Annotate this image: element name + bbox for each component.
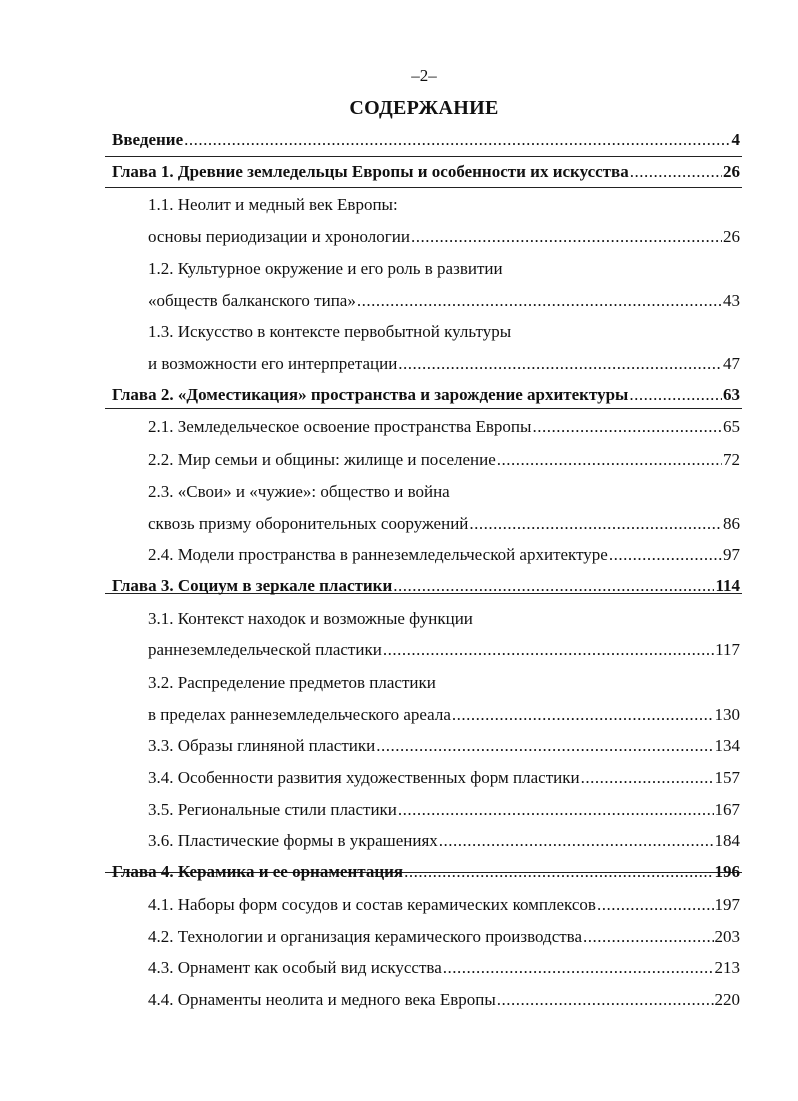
toc-entry-1-1-cont[interactable]: [148, 226, 740, 248]
toc-entry-page: 4: [731, 130, 740, 149]
toc-entry-label: 1.1. Неолит и медный век Европы:: [148, 195, 398, 214]
toc-entry-page: 134: [714, 736, 740, 755]
toc-entry-4-1[interactable]: [148, 894, 740, 916]
toc-entry-page: 203: [714, 927, 740, 946]
toc-entry-2-2[interactable]: [148, 449, 740, 471]
toc-entry-page: 167: [714, 800, 740, 819]
toc-entry-label: 2.2. Мир семьи и общины: жилище и поселение: [148, 450, 496, 469]
toc-entry-label: 3.3. Образы глиняной пластики: [148, 736, 376, 755]
dot-leader: [497, 989, 714, 1011]
dot-leader: [469, 513, 722, 535]
toc-entry-label: Глава 4. Керамика и ее орнаментация: [112, 862, 404, 881]
dot-leader: [398, 353, 722, 375]
dot-leader: [452, 704, 714, 726]
toc-entry-page: 130: [714, 705, 740, 724]
toc-entry-page: 197: [714, 895, 740, 914]
toc-entry-3-1-cont[interactable]: [148, 639, 740, 661]
toc-entry-label: раннеземледельческой пластики: [148, 640, 382, 659]
toc-entry-page: 157: [714, 768, 740, 787]
toc-entry-page: 213: [714, 958, 740, 977]
toc-entry-2-3[interactable]: [148, 481, 740, 503]
toc-entry-label: 4.3. Орнамент как особый вид искусства: [148, 958, 442, 977]
dot-leader: [629, 384, 722, 406]
dot-leader: [609, 544, 722, 566]
toc-entry-page: 26: [723, 162, 740, 181]
dot-leader: [184, 129, 730, 151]
toc-entry-page: 97: [723, 545, 740, 564]
toc-entry-1-3-cont[interactable]: [148, 353, 740, 375]
dot-leader: [383, 639, 714, 661]
toc-entry-label: 3.5. Региональные стили пластики: [148, 800, 397, 819]
toc-entry-3-6[interactable]: [148, 830, 740, 852]
toc-entry-label: сквозь призму оборонительных сооружений: [148, 514, 469, 533]
page-title: СОДЕРЖАНИЕ: [349, 97, 499, 119]
toc-entry-label: 3.2. Распределение предметов пластики: [148, 673, 436, 692]
toc-entry-page: 72: [723, 450, 740, 469]
toc-entry-page: 47: [723, 354, 740, 373]
toc-entry-chapter-3[interactable]: [112, 575, 740, 597]
toc-entry-1-1[interactable]: [148, 194, 740, 216]
toc-entry-label: «обществ балканского типа»: [148, 291, 356, 310]
dot-leader: [376, 735, 713, 757]
toc-entry-3-2-cont[interactable]: [148, 704, 740, 726]
toc-entry-4-3[interactable]: [148, 957, 740, 979]
toc-entry-3-1[interactable]: [148, 608, 740, 630]
toc-entry-1-2-cont[interactable]: [148, 290, 740, 312]
toc-entry-label: 4.2. Технологии и организация керамического производства: [148, 927, 583, 946]
toc-entry-label: 2.4. Модели пространства в раннеземледельческой архитектуре: [148, 545, 608, 564]
dot-leader: [393, 575, 714, 597]
dot-leader: [630, 161, 722, 183]
toc-entry-3-2[interactable]: [148, 672, 740, 694]
toc-entry-3-4[interactable]: [148, 767, 740, 789]
toc-entry-2-1[interactable]: [148, 416, 740, 438]
toc-entry-label: Глава 2. «Доместикация» пространства и зарождение архитектуры: [112, 385, 629, 404]
toc-entry-chapter-4[interactable]: [112, 861, 740, 883]
dot-leader: [532, 416, 722, 438]
toc-entry-page: 117: [715, 640, 740, 659]
toc-entry-chapter-1[interactable]: [112, 161, 740, 183]
toc-entry-label: Введение: [112, 130, 184, 149]
dot-leader: [497, 449, 722, 471]
toc-entry-page: 43: [723, 291, 740, 310]
dot-leader: [404, 861, 713, 883]
toc-entry-label: 2.3. «Свои» и «чужие»: общество и война: [148, 482, 450, 501]
page-number: –2–: [411, 66, 437, 85]
toc-entry-page: 86: [723, 514, 740, 533]
toc-entry-4-4[interactable]: [148, 989, 740, 1011]
toc-entry-label: 2.1. Земледельческое освоение пространства Европы: [148, 417, 532, 436]
divider: [105, 187, 742, 188]
toc-entry-4-2[interactable]: [148, 926, 740, 948]
dot-leader: [398, 799, 714, 821]
toc-entry-label: Глава 3. Социум в зеркале пластики: [112, 576, 393, 595]
toc-entry-page: 184: [714, 831, 740, 850]
dot-leader: [439, 830, 714, 852]
toc-entry-label: 4.1. Наборы форм сосудов и состав керамических комплексов: [148, 895, 596, 914]
toc-entry-page: 220: [714, 990, 740, 1009]
toc-entry-1-3[interactable]: [148, 321, 740, 343]
toc-entry-label: 3.1. Контекст находок и возможные функции: [148, 609, 473, 628]
toc-entry-3-5[interactable]: [148, 799, 740, 821]
toc-entry-page: 26: [723, 227, 740, 246]
toc-entry-label: 4.4. Орнаменты неолита и медного века Европы: [148, 990, 496, 1009]
toc-entry-label: в пределах раннеземледельческого ареала: [148, 705, 451, 724]
toc-entry-1-2[interactable]: [148, 258, 740, 280]
toc-entry-page: 114: [715, 576, 740, 595]
toc-entry-chapter-2[interactable]: [112, 384, 740, 406]
toc-entry-label: 3.6. Пластические формы в украшениях: [148, 831, 438, 850]
toc-entry-2-4[interactable]: [148, 544, 740, 566]
toc-entry-page: 63: [723, 385, 740, 404]
divider: [105, 408, 742, 409]
toc-entry-label: 3.4. Особенности развития художественных форм пластики: [148, 768, 580, 787]
toc-entry-label: Глава 1. Древние земледельцы Европы и особенности их искусства: [112, 162, 629, 181]
divider: [105, 156, 742, 157]
dot-leader: [357, 290, 722, 312]
dot-leader: [583, 926, 713, 948]
toc-entry-2-3-cont[interactable]: [148, 513, 740, 535]
dot-leader: [581, 767, 714, 789]
toc-entry-label: 1.3. Искусство в контексте первобытной культуры: [148, 322, 512, 341]
dot-leader: [597, 894, 714, 916]
toc-entry-introduction[interactable]: [112, 129, 740, 151]
toc-entry-page: 65: [723, 417, 740, 436]
toc-entry-3-3[interactable]: [148, 735, 740, 757]
toc-entry-label: и возможности его интерпретации: [148, 354, 398, 373]
toc-entry-page: 196: [714, 862, 740, 881]
dot-leader: [443, 957, 714, 979]
dot-leader: [411, 226, 722, 248]
toc-entry-label: основы периодизации и хронологии: [148, 227, 410, 246]
toc-entry-label: 1.2. Культурное окружение и его роль в развитии: [148, 259, 503, 278]
